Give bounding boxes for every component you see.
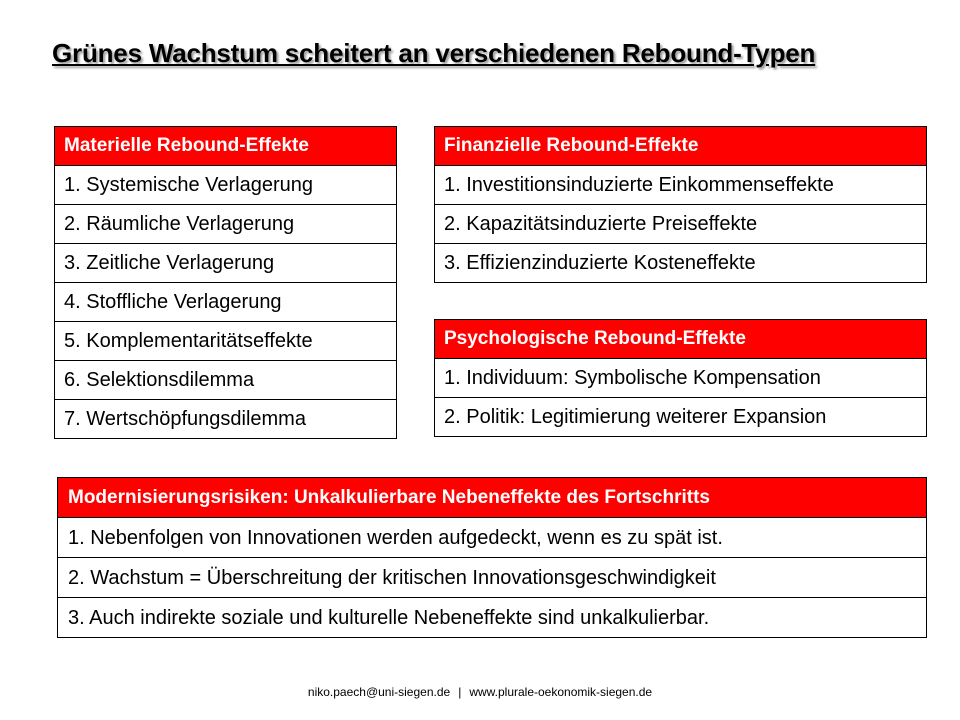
table-row: 2. Kapazitätsinduzierte Preiseffekte	[435, 204, 926, 243]
table-row: 1. Investitionsinduzierte Einkommenseffekte	[435, 165, 926, 204]
table-row: 3. Effizienzinduzierte Kosteneffekte	[435, 243, 926, 282]
table-header: Modernisierungsrisiken: Unkalkulierbare Nebeneffekte des Fortschritts	[58, 478, 926, 517]
footer-website: www.plurale-oekonomik-siegen.de	[469, 685, 653, 699]
table-header: Materielle Rebound-Effekte	[55, 127, 396, 165]
table-row: 2. Räumliche Verlagerung	[55, 204, 396, 243]
table-row: 6. Selektionsdilemma	[55, 360, 396, 399]
table-psychologische-rebound-effekte	[434, 319, 927, 437]
footer-separator: |	[458, 685, 462, 699]
table-row: 3. Zeitliche Verlagerung	[55, 243, 396, 282]
table-row: 1. Individuum: Symbolische Kompensation	[435, 358, 926, 397]
table-row: 1. Systemische Verlagerung	[55, 165, 396, 204]
footer-email: niko.paech@uni-siegen.de	[307, 685, 451, 699]
table-row: 4. Stoffliche Verlagerung	[55, 282, 396, 321]
table-row: 5. Komplementaritätseffekte	[55, 321, 396, 360]
table-finanzielle-rebound-effekte	[434, 126, 927, 283]
table-row: 7. Wertschöpfungsdilemma	[55, 399, 396, 438]
slide-title: Grünes Wachstum scheitert an verschiedenen Rebound-Typen	[52, 38, 816, 68]
table-row: 2. Wachstum = Überschreitung der kritischen Innovationsgeschwindigkeit	[58, 557, 926, 597]
table-materielle-rebound-effekte	[54, 126, 397, 439]
table-row: 3. Auch indirekte soziale und kulturelle Nebeneffekte sind unkalkulierbar.	[58, 597, 926, 637]
table-row: 2. Politik: Legitimierung weiterer Expansion	[435, 397, 926, 436]
footer	[0, 685, 960, 699]
table-modernisierungsrisiken	[57, 477, 927, 638]
table-header: Finanzielle Rebound-Effekte	[435, 127, 926, 165]
table-header: Psychologische Rebound-Effekte	[435, 320, 926, 358]
table-row: 1. Nebenfolgen von Innovationen werden aufgedeckt, wenn es zu spät ist.	[58, 517, 926, 557]
